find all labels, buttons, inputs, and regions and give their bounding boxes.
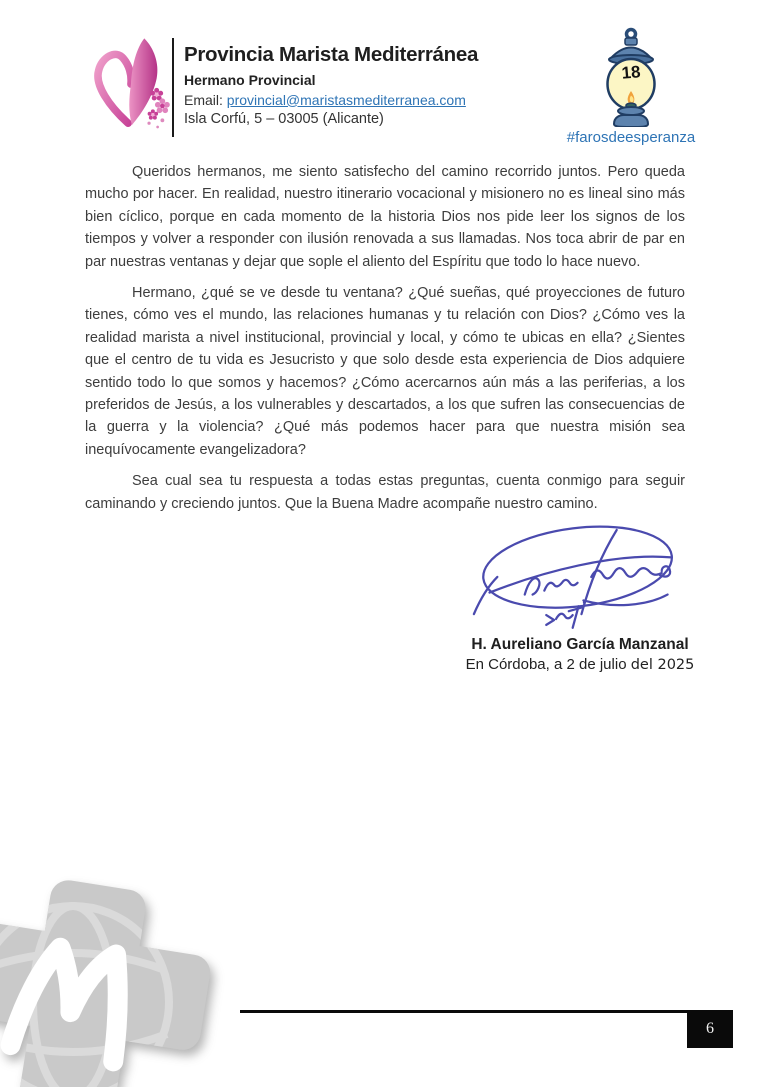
letter-paragraph: Queridos hermanos, me siento satisfecho del camino recorrido juntos. Pero queda mucho por hacer. En realidad, nuestro itinerario vocacional y misionero no es lineal sino más bien cíclico, porque en cada momento de la historia Dios nos pide leer los signos de los tiempos y volver a responder con ilusión renovada a sus llamadas. Nos toca abrir de par en par nuestras ventanas y dejar que sople el aliento del Espíritu que todo lo hace nuevo. [85,164,685,270]
lantern-number: 18 [620,62,642,83]
email-link[interactable]: provincial@maristasmediterranea.com [226,91,466,108]
header-address: Isla Corfú, 5 – 03005 (Alicante) [184,110,384,127]
page-number-badge [687,1010,733,1048]
header-subtitle: Hermano Provincial [184,71,316,88]
footer-rule [240,1010,687,1013]
page-number: 6 [706,1020,714,1037]
logo-flowers [147,88,169,128]
lantern-ring [627,30,636,39]
marist-cross-watermark [0,874,243,1087]
header-text-block [184,43,584,127]
signatory-name: H. Aureliano García Manzanal [471,636,689,653]
lantern-icon [600,27,662,127]
signature-date-prefix: En Córdoba, a 2 de julio [465,656,631,673]
email-label: Email: [184,91,227,108]
letter-paragraph: Sea cual sea tu respuesta a todas estas preguntas, cuenta conmigo para seguir caminando y creciendo juntos. Que la Buena Madre acompañe nuestro camino. [85,473,685,512]
signature-block [440,518,720,673]
signature-date [440,656,720,673]
page-title: Provincia Marista Mediterránea [184,43,479,66]
header-divider [172,38,174,137]
hashtag-label: #farosdeesperanza [566,129,696,146]
email-line [184,92,584,108]
handwritten-signature [468,518,693,631]
letter-body [85,161,685,524]
letter-paragraph: Hermano, ¿qué se ve desde tu ventana? ¿Qué sueñas, qué proyecciones de futuro tienes, cómo ves el mundo, las relaciones humanas y tu relación con Dios? ¿Cómo ves la realidad marista a nivel institucional, provincial y local, y cómo te ubicas en ella? ¿Sientes que el centro de tu vida es Jesucristo y que solo desde esta experiencia de Dios adquiere sentido todo lo que somos y hacemos? ¿Cómo acercarnos aún más a las periferias, a los preferidos de Jesús, a los vulnerables y descartados, a los que sufren las consecuencias de la guerra y la violencia? ¿Qué más podemos hacer para que nuestra misión sea inequívocamente evangelizadora? [85,285,685,458]
marist-heart-logo [90,36,170,138]
signature-date-suffix: del 2025 [630,657,695,673]
